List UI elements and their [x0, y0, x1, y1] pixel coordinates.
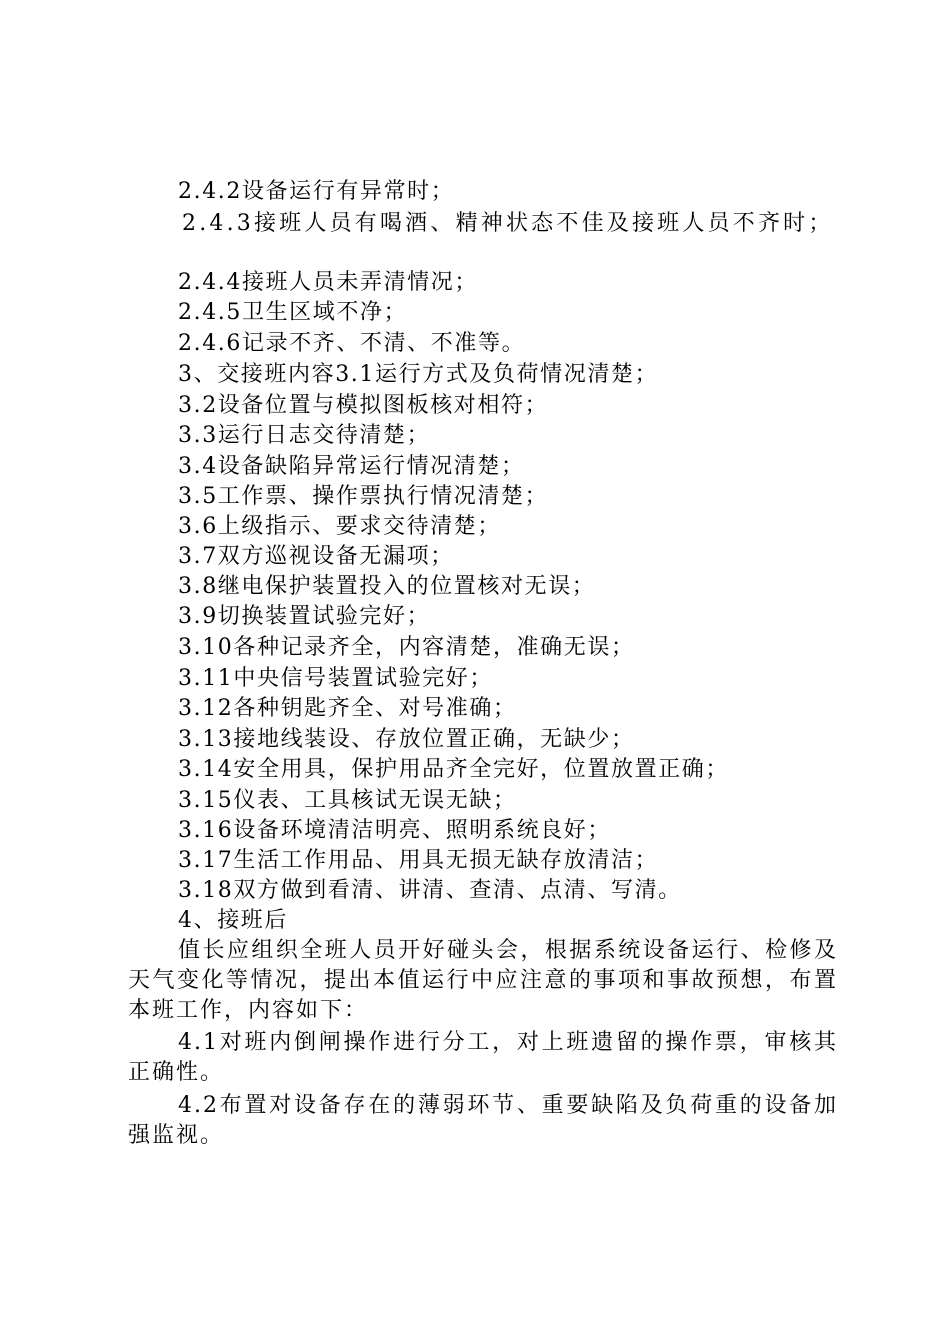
line-3-10: 3.10各种记录齐全，内容清楚，准确无误； — [178, 635, 635, 660]
line-3-7: 3.7双方巡视设备无漏项； — [178, 544, 454, 569]
line-3-17: 3.17生活工作用品、用具无损无缺存放清洁； — [178, 848, 659, 873]
line-3-2: 3.2设备位置与模拟图板核对相符； — [178, 393, 549, 418]
line-3-8: 3.8继电保护装置投入的位置核对无误； — [178, 574, 596, 599]
paragraph-4-1: 4.1对班内倒闸操作进行分工，对上班遗留的操作票，审核其正确性。 — [128, 1030, 838, 1085]
line-2-4-3: 2.4.3接班人员有喝酒、精神状态不佳及接班人员不齐时； — [182, 211, 834, 236]
line-3-9: 3.9切换装置试验完好； — [178, 604, 431, 629]
line-3-12: 3.12各种钥匙齐全、对号准确； — [178, 696, 517, 721]
line-3-15: 3.15仪表、工具核试无误无缺； — [178, 788, 517, 813]
line-3-16: 3.16设备环境清洁明亮、照明系统良好； — [178, 818, 611, 843]
line-4-heading: 4、接班后 — [178, 908, 288, 933]
line-3-6: 3.6上级指示、要求交待清楚； — [178, 514, 501, 539]
line-3-3: 3.3运行日志交待清楚； — [178, 423, 431, 448]
line-2-4-2: 2.4.2设备运行有异常时； — [178, 179, 455, 204]
line-3-13: 3.13接地线装设、存放位置正确，无缺少； — [178, 727, 635, 752]
line-3-5: 3.5工作票、操作票执行情况清楚； — [178, 484, 549, 509]
paragraph-4-2: 4.2布置对设备存在的薄弱环节、重要缺陷及负荷重的设备加强监视。 — [128, 1093, 838, 1148]
line-3-4: 3.4设备缺陷异常运行情况清楚； — [178, 454, 525, 479]
line-3-14: 3.14安全用具，保护用品齐全完好，位置放置正确； — [178, 757, 729, 782]
line-3-11: 3.11中央信号装置试验完好； — [178, 666, 493, 691]
paragraph-shift-meeting: 值长应组织全班人员开好碰头会，根据系统设备运行、检修及天气变化等情况，提出本值运行中应注意的事项和事故预想，布置本班工作，内容如下： — [128, 938, 838, 1023]
line-3-18: 3.18双方做到看清、讲清、查清、点清、写清。 — [178, 878, 682, 903]
line-2-4-5: 2.4.5卫生区域不净； — [178, 300, 408, 325]
line-2-4-6: 2.4.6记录不齐、不清、不准等。 — [178, 331, 526, 356]
line-2-4-4: 2.4.4接班人员未弄清情况； — [178, 270, 478, 295]
line-3-heading: 3、交接班内容3.1运行方式及负荷情况清楚； — [178, 362, 659, 387]
